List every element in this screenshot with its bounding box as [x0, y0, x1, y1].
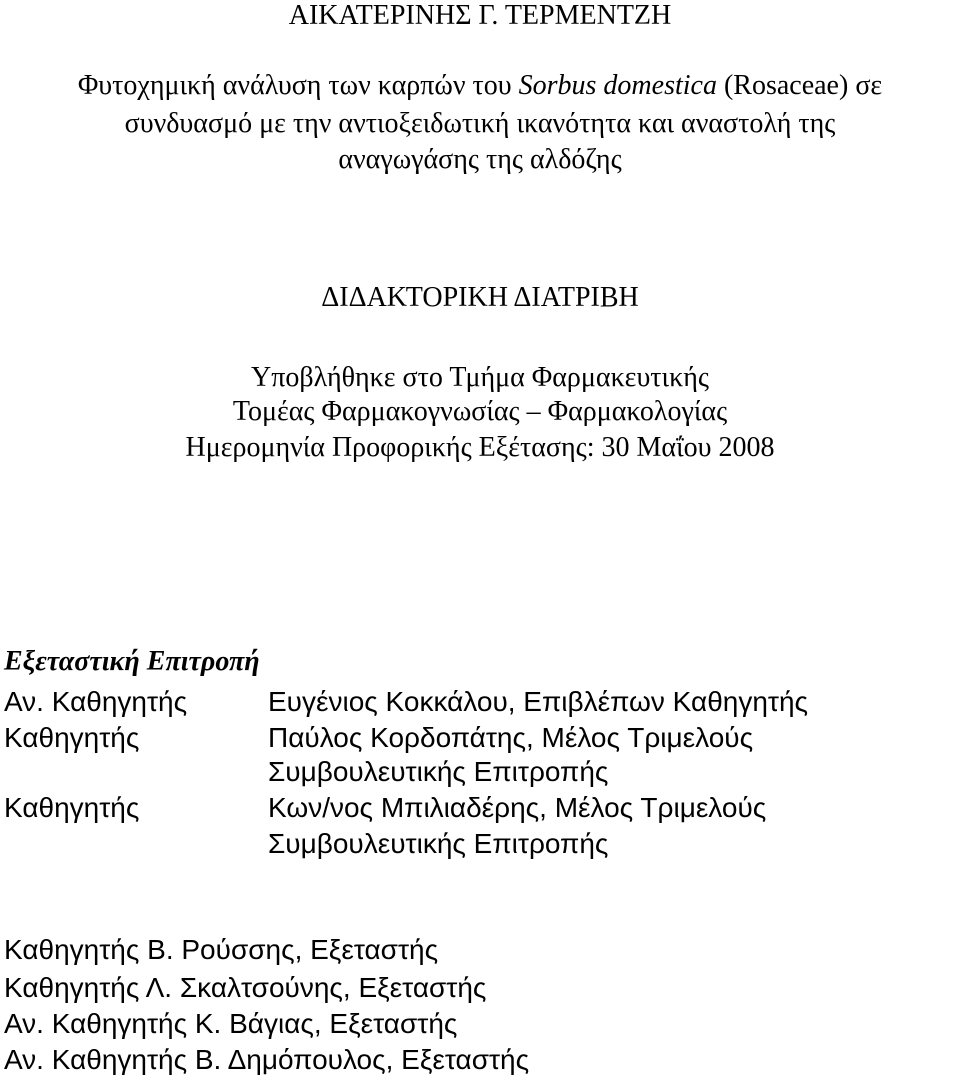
examiner-line: Καθηγητής Λ. Σκαλτσούνης, Εξεταστής: [4, 972, 487, 1003]
submission-department: Υποβλήθηκε στο Τμήμα Φαρμακευτικής: [251, 362, 709, 393]
species-name: Sorbus domestica: [518, 70, 717, 101]
submission-sector: Τομέας Φαρμακογνωσίας – Φαρμακολογίας: [232, 396, 728, 427]
author-name: ΑΙΚΑΤΕΡΙΝΗΣ Γ. ΤΕΡΜΕΝΤΖΗ: [288, 0, 672, 31]
thesis-title-line-1: [0, 72, 960, 100]
thesis-title-line-3: αναγωγάσης της αλδόζης: [338, 144, 622, 175]
committee-member-name: Κων/νος Μπιλιαδέρης, Μέλος Τριμελούς: [268, 792, 767, 823]
thesis-title-line-2: συνδυασμό με την αντιοξειδωτική ικανότητα και αναστολή της: [124, 108, 836, 139]
committee-member-rank: Αν. Καθηγητής: [4, 686, 188, 717]
thesis-type: ΔΙΔΑΚΤΟΡΙΚΗ ΔΙΑΤΡΙΒΗ: [321, 282, 639, 313]
examiner-line: Αν. Καθηγητής Β. Δημόπουλος, Εξεταστής: [4, 1044, 530, 1075]
committee-member-rank: Καθηγητής: [4, 722, 140, 753]
committee-member-role: Συμβουλευτικής Επιτροπής: [268, 828, 609, 859]
committee-member-rank: Καθηγητής: [4, 792, 140, 823]
committee-member-name: Ευγένιος Κοκκάλου, Επιβλέπων Καθηγητής: [268, 686, 809, 717]
committee-member-name: Παύλος Κορδοπάτης, Μέλος Τριμελούς: [268, 722, 754, 753]
thesis-title-text-a: Φυτοχημική ανάλυση των καρπών του: [77, 70, 519, 101]
examiner-line: Αν. Καθηγητής Κ. Βάγιας, Εξεταστής: [4, 1008, 458, 1039]
submission-exam-date: Ημερομηνία Προφορικής Εξέτασης: 30 Μαΐου 2008: [185, 432, 775, 463]
committee-member-role: Συμβουλευτικής Επιτροπής: [268, 756, 609, 787]
committee-heading: Εξεταστική Επιτροπή: [4, 646, 260, 677]
examiner-line: Καθηγητής Β. Ρούσσης, Εξεταστής: [4, 934, 439, 965]
thesis-title-text-b: (Rosaceae) σε: [716, 70, 883, 101]
